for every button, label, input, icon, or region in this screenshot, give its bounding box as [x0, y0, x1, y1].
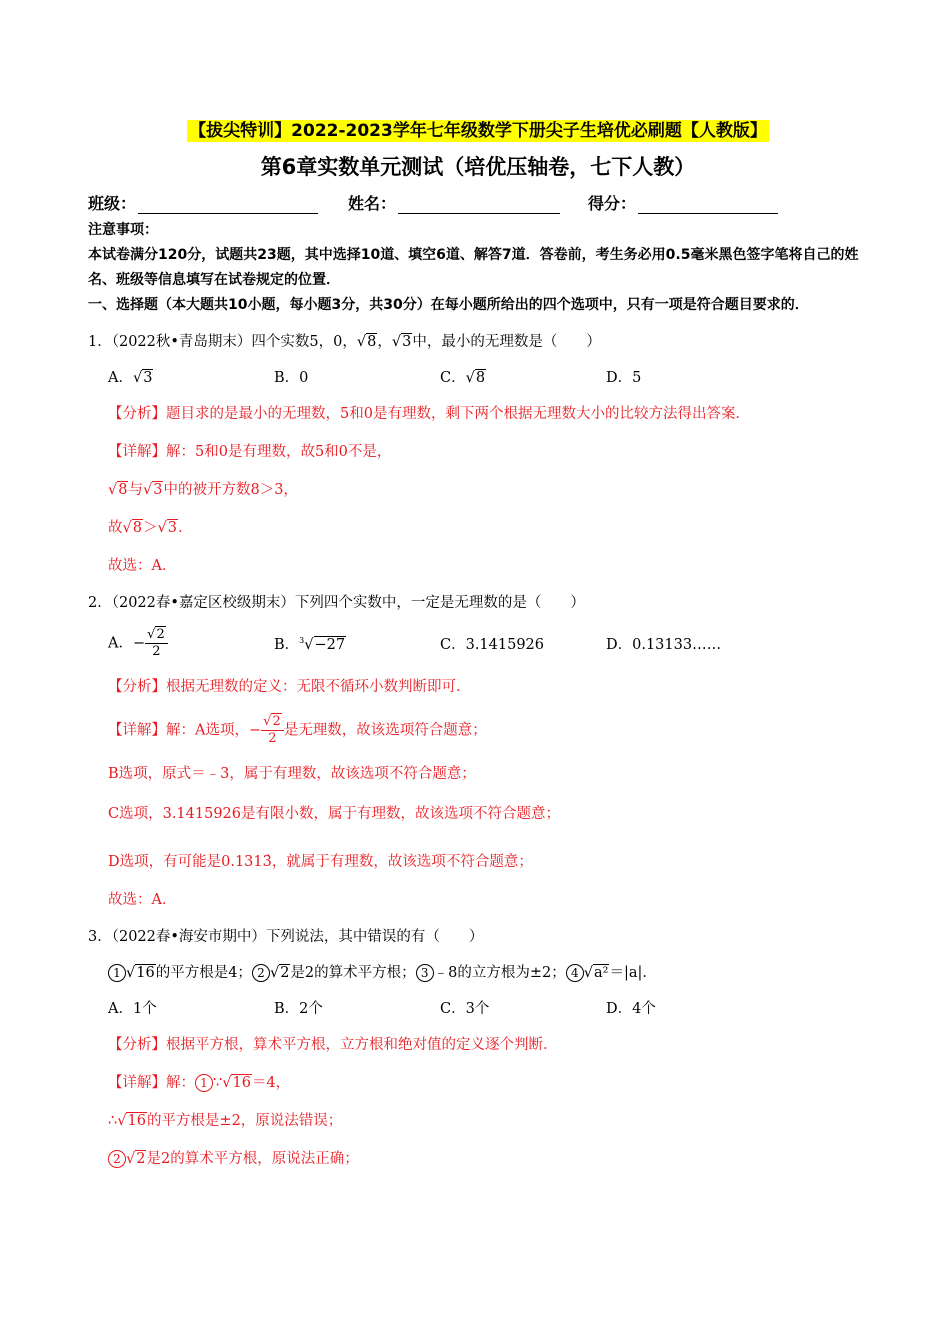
name-blank[interactable]	[398, 197, 560, 214]
question-1-options	[108, 366, 868, 387]
banner	[88, 116, 868, 141]
q1-detail-2: √8与√3中的被开方数8＞3，	[108, 482, 298, 498]
q1-detail: 【详解】解：5和0是有理数，故5和0不是，	[108, 444, 392, 460]
q2-line-d: D选项，有可能是0.1313̇，就属于有理数，故该选项不符合题意；	[108, 854, 533, 870]
score-blank[interactable]	[638, 197, 778, 214]
class-field[interactable]: 班级：	[88, 191, 318, 214]
student-info-row	[88, 191, 868, 214]
q3-detail: 【详解】解： 1 ∵√16＝4，	[108, 1075, 291, 1091]
q1-choice: 故选：A．	[108, 558, 177, 574]
q3-option-a[interactable]: A．1个	[108, 1001, 157, 1017]
q2-option-d[interactable]: D．0.13133……	[606, 637, 722, 653]
q3-option-d[interactable]: D．4个	[606, 1001, 656, 1017]
q3-option-c[interactable]: C．3个	[440, 1001, 490, 1017]
question-3-options	[108, 997, 868, 1018]
q2-analysis: 【分析】根据无理数的定义：无限不循环小数判断即可．	[108, 679, 471, 695]
score-field[interactable]: 得分：	[588, 191, 778, 214]
q2-line-b: B选项，原式＝﹣3，属于有理数，故该选项不符合题意；	[108, 766, 476, 782]
question-2: 2．（2022春•嘉定区校级期末）下列四个实数中，一定是无理数的是（ ）	[88, 595, 585, 611]
name-field[interactable]: 姓名：	[348, 191, 560, 214]
q1-option-a[interactable]: A．√3	[108, 370, 153, 386]
q2-option-a[interactable]: A．− $\frac{√2}{2}$	[108, 627, 274, 660]
question-2-options	[108, 627, 868, 660]
class-blank[interactable]	[138, 197, 318, 214]
q1-detail-3: 故√8＞√3.	[108, 520, 183, 536]
q2-option-c[interactable]: C．3.1415926	[440, 637, 545, 653]
document-page	[88, 116, 868, 1170]
q3-detail-2: ∴√16的平方根是±2，原说法错误；	[108, 1113, 343, 1129]
q2-detail: 【详解】解：A选项，− $\frac{√2}{2}$ 是无理数，故该选项符合题意；	[108, 714, 487, 746]
question-1: 1．（2022秋•青岛期末）四个实数5，0，√8，√3中，最小的无理数是（ ）	[88, 334, 601, 350]
q2-choice: 故选：A．	[108, 892, 177, 908]
question-3: 3．（2022春•海安市期中）下列说法，其中错误的有（ ）	[88, 929, 484, 945]
q2-line-c: C选项，3.1415926是有限小数，属于有理数，故该选项不符合题意；	[108, 806, 561, 822]
q3-detail-3: 2 √2是2的算术平方根，原说法正确；	[108, 1148, 868, 1170]
q2-option-b[interactable]: B．$^3$√−27	[274, 636, 346, 653]
q1-option-c[interactable]: C．√8	[440, 370, 486, 386]
q1-analysis: 【分析】题目求的是最小的无理数，5和0是有理数，剩下两个根据无理数大小的比较方法得出答案．	[108, 406, 750, 422]
notice-body: 本试卷满分120分，试题共23题，其中选择10道、填空6道、解答7道．答卷前，考生务必用0.5毫米黑色签字笔将自己的姓名、班级等信息填写在试卷规定的位置．	[88, 247, 859, 288]
notice-heading: 注意事项：	[88, 222, 158, 238]
section-heading: 一、选择题（本大题共10小题，每小题3分，共30分）在每小题所给出的四个选项中，只有一项是符合题目要求的．	[88, 297, 809, 313]
sqrt-8: √8	[356, 334, 377, 350]
question-3-statements: 1 √16的平方根是4； 2 √2是2的算术平方根； 3 ﹣8的立方根为±2； 4 √a²＝|a|．	[108, 963, 868, 983]
sqrt-3: √3	[391, 334, 412, 350]
q1-option-d[interactable]: D．5	[606, 370, 642, 386]
q1-option-b[interactable]: B．0	[274, 370, 309, 386]
q3-option-b[interactable]: B．2个	[274, 1001, 323, 1017]
q3-analysis: 【分析】根据平方根，算术平方根，立方根和绝对值的定义逐个判断．	[108, 1037, 558, 1053]
banner-text: 【拔尖特训】2022-2023学年七年级数学下册尖子生培优必刷题【人教版】	[189, 121, 767, 141]
page-title: 第6章实数单元测试（培优压轴卷，七下人教）	[260, 155, 696, 179]
